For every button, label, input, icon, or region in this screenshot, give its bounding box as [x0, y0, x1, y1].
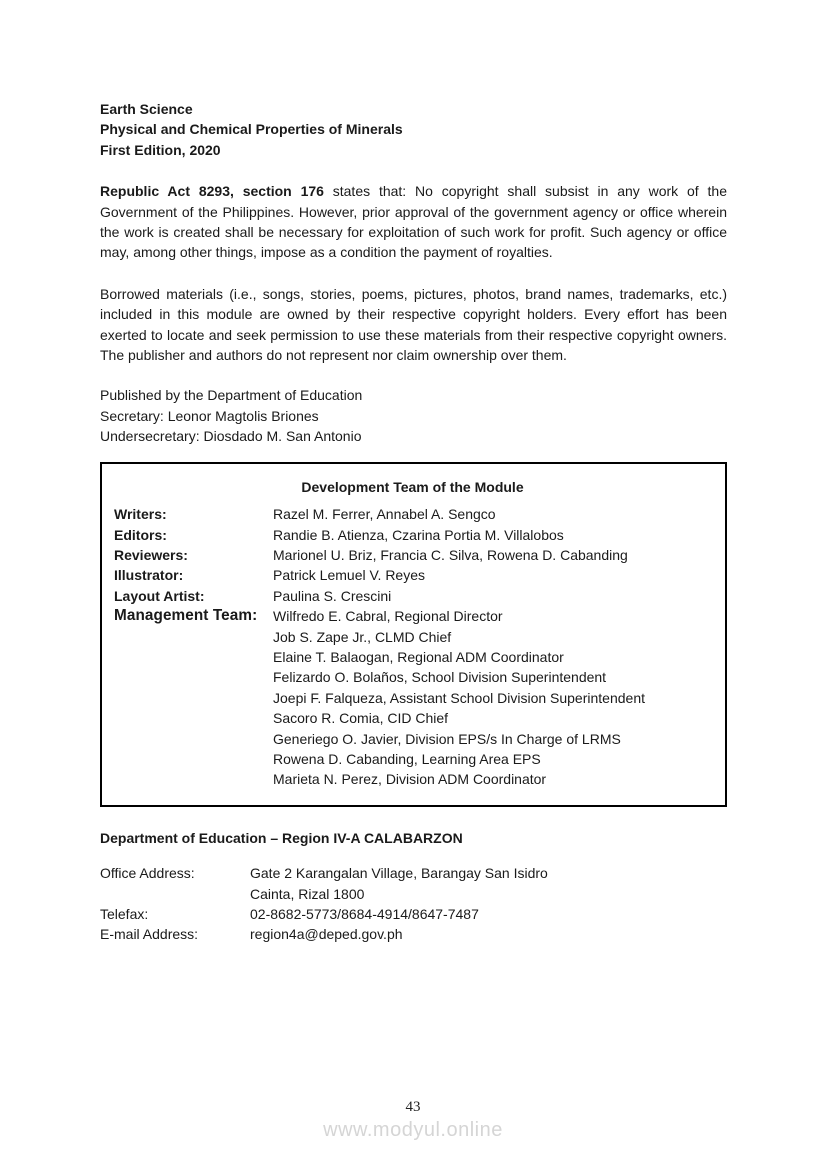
- contact-label: Telefax:: [100, 906, 149, 922]
- page-number: 43: [405, 1099, 421, 1115]
- management-member: Generiego O. Javier, Division EPS/s In Charge of LRMS: [273, 730, 621, 747]
- management-member: Marieta N. Perez, Division ADM Coordinator: [273, 771, 547, 788]
- contact-label: Office Address:: [100, 865, 195, 882]
- row-label: Layout Artist:: [114, 587, 205, 604]
- row-value: Razel M. Ferrer, Annabel A. Sengco: [273, 506, 496, 523]
- contact-row-email: [100, 924, 727, 944]
- management-member: Felizardo O. Bolaños, School Division Superintendent: [273, 669, 607, 686]
- office-address-line-1: Gate 2 Karangalan Village, Barangay San Isidro: [250, 865, 548, 882]
- row-value: Paulina S. Crescini: [273, 587, 392, 604]
- copyright-statute-paragraph: [100, 181, 727, 263]
- published-by-line: Published by the Department of Education: [100, 387, 363, 404]
- page-content: [100, 99, 727, 945]
- management-member: Job S. Zape Jr., CLMD Chief: [273, 628, 452, 645]
- undersecretary-line: Undersecretary: Diosdado M. San Antonio: [100, 428, 362, 445]
- management-team-list: [273, 606, 711, 790]
- contact-label: E-mail Address:: [100, 926, 199, 943]
- secretary-line: Secretary: Leonor Magtolis Briones: [100, 407, 319, 424]
- row-value: Marionel U. Briz, Francia C. Silva, Rowena D. Cabanding: [273, 546, 628, 563]
- development-team-box: [100, 462, 727, 807]
- row-label: Editors:: [114, 526, 167, 543]
- contact-value: [250, 863, 727, 904]
- management-member: Sacoro R. Comia, CID Chief: [273, 710, 449, 727]
- row-label: Illustrator:: [114, 567, 184, 584]
- subject-title: Earth Science: [100, 101, 193, 117]
- contact-value: 02-8682-5773/8684-4914/8647-7487: [250, 906, 479, 922]
- dev-team-row-layout-artist: [114, 586, 711, 606]
- statute-citation: Republic Act 8293, section 176: [100, 183, 324, 200]
- dev-team-row-illustrator: [114, 565, 711, 585]
- dev-team-row-reviewers: [114, 545, 711, 565]
- row-label: Reviewers:: [114, 546, 188, 563]
- contact-row-office-address: [100, 863, 727, 904]
- dev-team-row-management: [114, 606, 711, 790]
- row-label: Writers:: [114, 506, 167, 523]
- module-title: Physical and Chemical Properties of Minerals: [100, 121, 403, 138]
- management-member: Wilfredo E. Cabral, Regional Director: [273, 608, 503, 625]
- statute-text: states that: No copyright shall subsist in any work of the Government of the Philippines. However, prior approval of the government agency or office wherein the work is created shall be necessary for exploitation of such work for profit. Such agency or office may, among other things, impose as a condition the payment of royalties.: [100, 183, 727, 261]
- watermark-text: www.modyul.online: [323, 1119, 503, 1141]
- management-member: Elaine T. Balaogan, Regional ADM Coordinator: [273, 648, 564, 665]
- office-address-line-2: Cainta, Rizal 1800: [250, 885, 365, 902]
- borrowed-materials-paragraph: Borrowed materials (i.e., songs, stories, poems, pictures, photos, brand names, trademarks, etc.) included in this module are owned by their respective copyright holders. Every effort has been exerted to locate and seek permission to use these materials from their respective copyright owners. The publisher and authors do not represent nor claim ownership over them.: [100, 285, 727, 364]
- row-label: Management Team:: [114, 607, 258, 625]
- contact-row-telefax: [100, 904, 727, 924]
- module-title-block: [100, 99, 727, 160]
- edition-line: First Edition, 2020: [100, 141, 221, 158]
- dev-team-row-writers: [114, 504, 711, 524]
- contact-block: [100, 863, 727, 945]
- row-value: Patrick Lemuel V. Reyes: [273, 567, 425, 584]
- management-member: Rowena D. Cabanding, Learning Area EPS: [273, 750, 541, 767]
- region-heading: Department of Education – Region IV-A CALABARZON: [100, 829, 463, 846]
- dev-team-row-editors: [114, 525, 711, 545]
- publisher-block: [100, 385, 727, 446]
- contact-value: region4a@deped.gov.ph: [250, 926, 403, 943]
- row-value: Randie B. Atienza, Czarina Portia M. Villalobos: [273, 526, 564, 543]
- development-team-title: Development Team of the Module: [301, 478, 524, 495]
- management-member: Joepi F. Falqueza, Assistant School Division Superintendent: [273, 689, 645, 706]
